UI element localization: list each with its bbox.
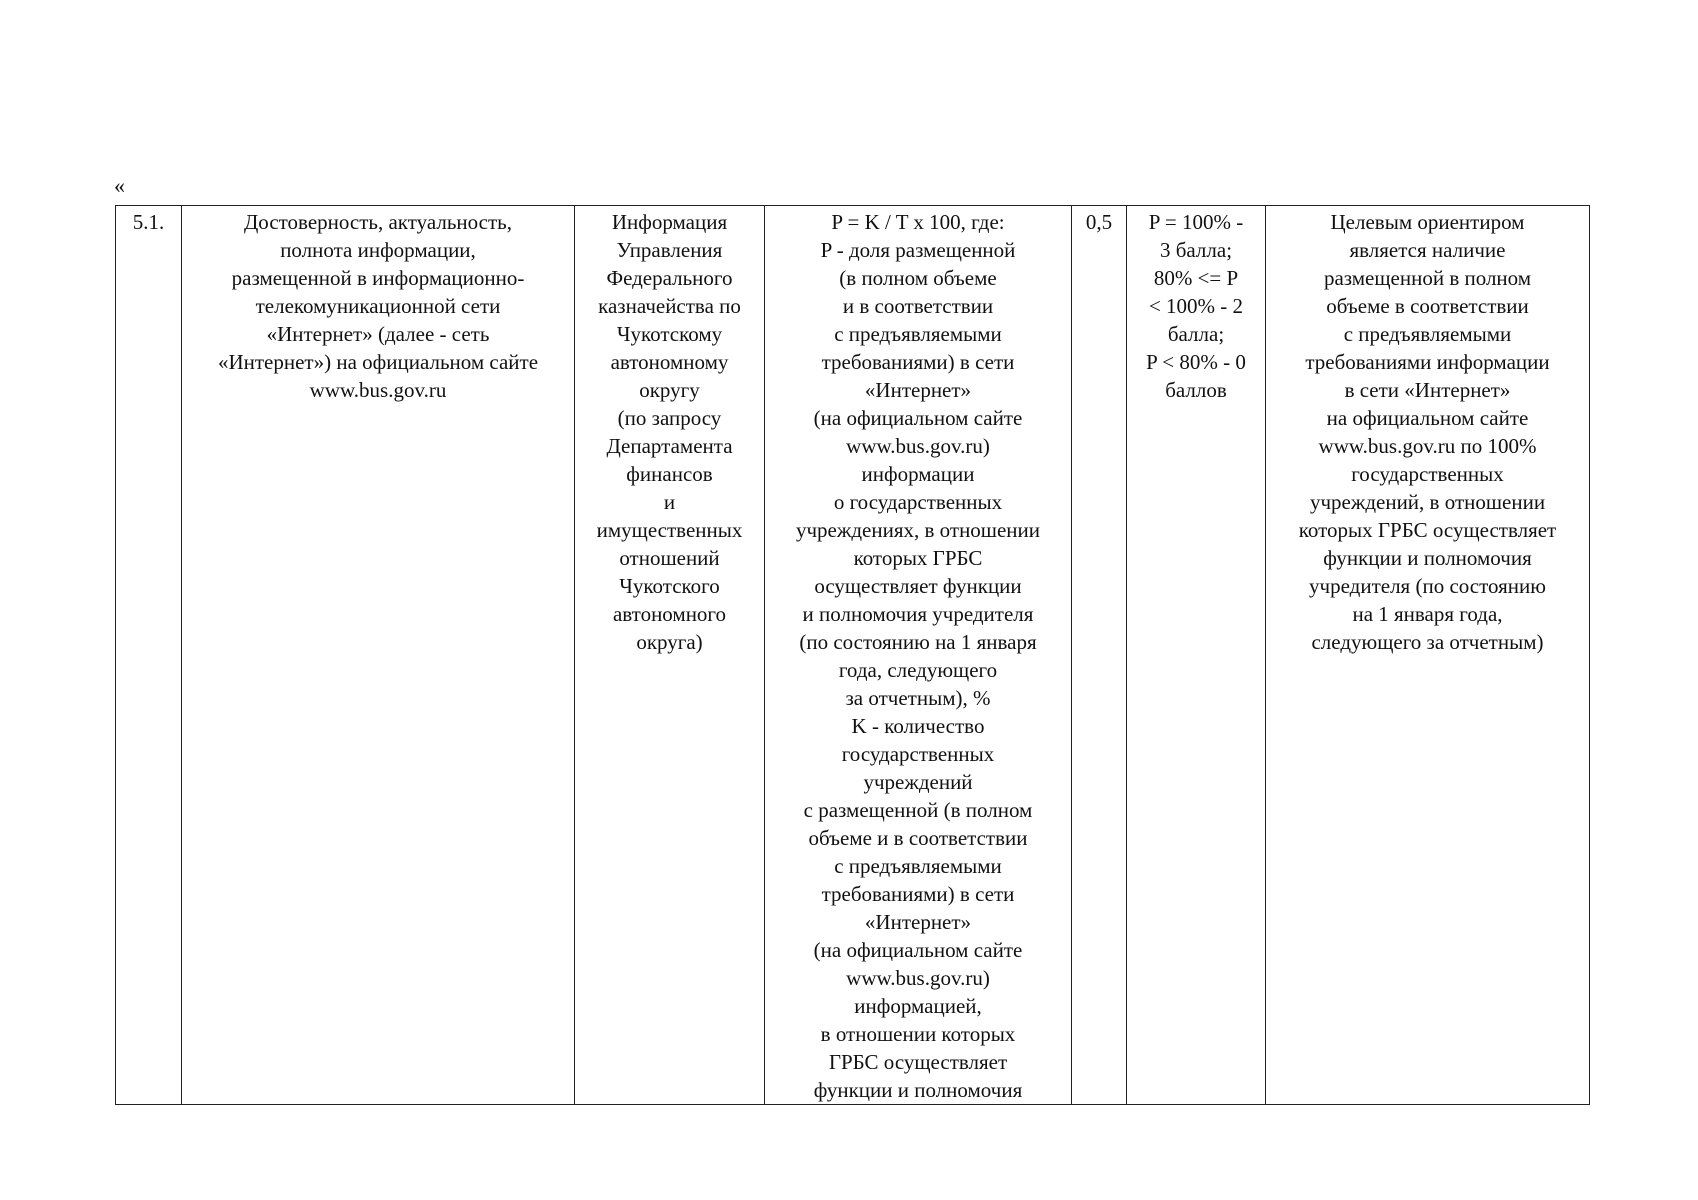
indicator-name-cell: Достоверность, актуальность, полнота информации, размещенной в информационно- телекомуникационной сети «Интернет» (далее - сеть «Интернет») на официальном сайте www.bus.gov.ru <box>182 206 575 1105</box>
indicator-number-cell: 5.1. <box>116 206 182 1105</box>
indicator-scoring-cell: P = 100% - 3 балла; 80% <= P < 100% - 2 балла; P < 80% - 0 баллов <box>1127 206 1266 1105</box>
indicator-table <box>115 205 1590 1105</box>
indicator-source-cell: Информация Управления Федерального казначейства по Чукотскому автономному округу (по запросу Департамента финансов и имущественных отношений Чукотского автономного округа) <box>575 206 765 1105</box>
indicator-weight-cell: 0,5 <box>1072 206 1127 1105</box>
indicator-target-cell: Целевым ориентиром является наличие размещенной в полном объеме в соответствии с предъявляемыми требованиями информации в сети «Интернет» на официальном сайте www.bus.gov.ru по 100% государственных учреждений, в отношении которых ГРБС осуществляет функции и полномочия учредителя (по состоянию на 1 января года, следующего за отчетным) <box>1266 206 1590 1105</box>
opening-quote-mark: « <box>114 173 125 198</box>
indicator-formula-cell: P = K / T x 100, где: P - доля размещенной (в полном объеме и в соответствии с предъявляемыми требованиями) в сети «Интернет» (на официальном сайте www.bus.gov.ru) информации о государственных учреждениях, в отношении которых ГРБС осуществляет функции и полномочия учредителя (по состоянию на 1 января года, следующего за отчетным), % K - количество государственных учреждений с размещенной (в полном объеме и в соответствии с предъявляемыми требованиями) в сети «Интернет» (на официальном сайте www.bus.gov.ru) информацией, в отношении которых ГРБС осуществляет функции и полномочия <box>765 206 1072 1105</box>
table-row <box>116 206 1590 1105</box>
